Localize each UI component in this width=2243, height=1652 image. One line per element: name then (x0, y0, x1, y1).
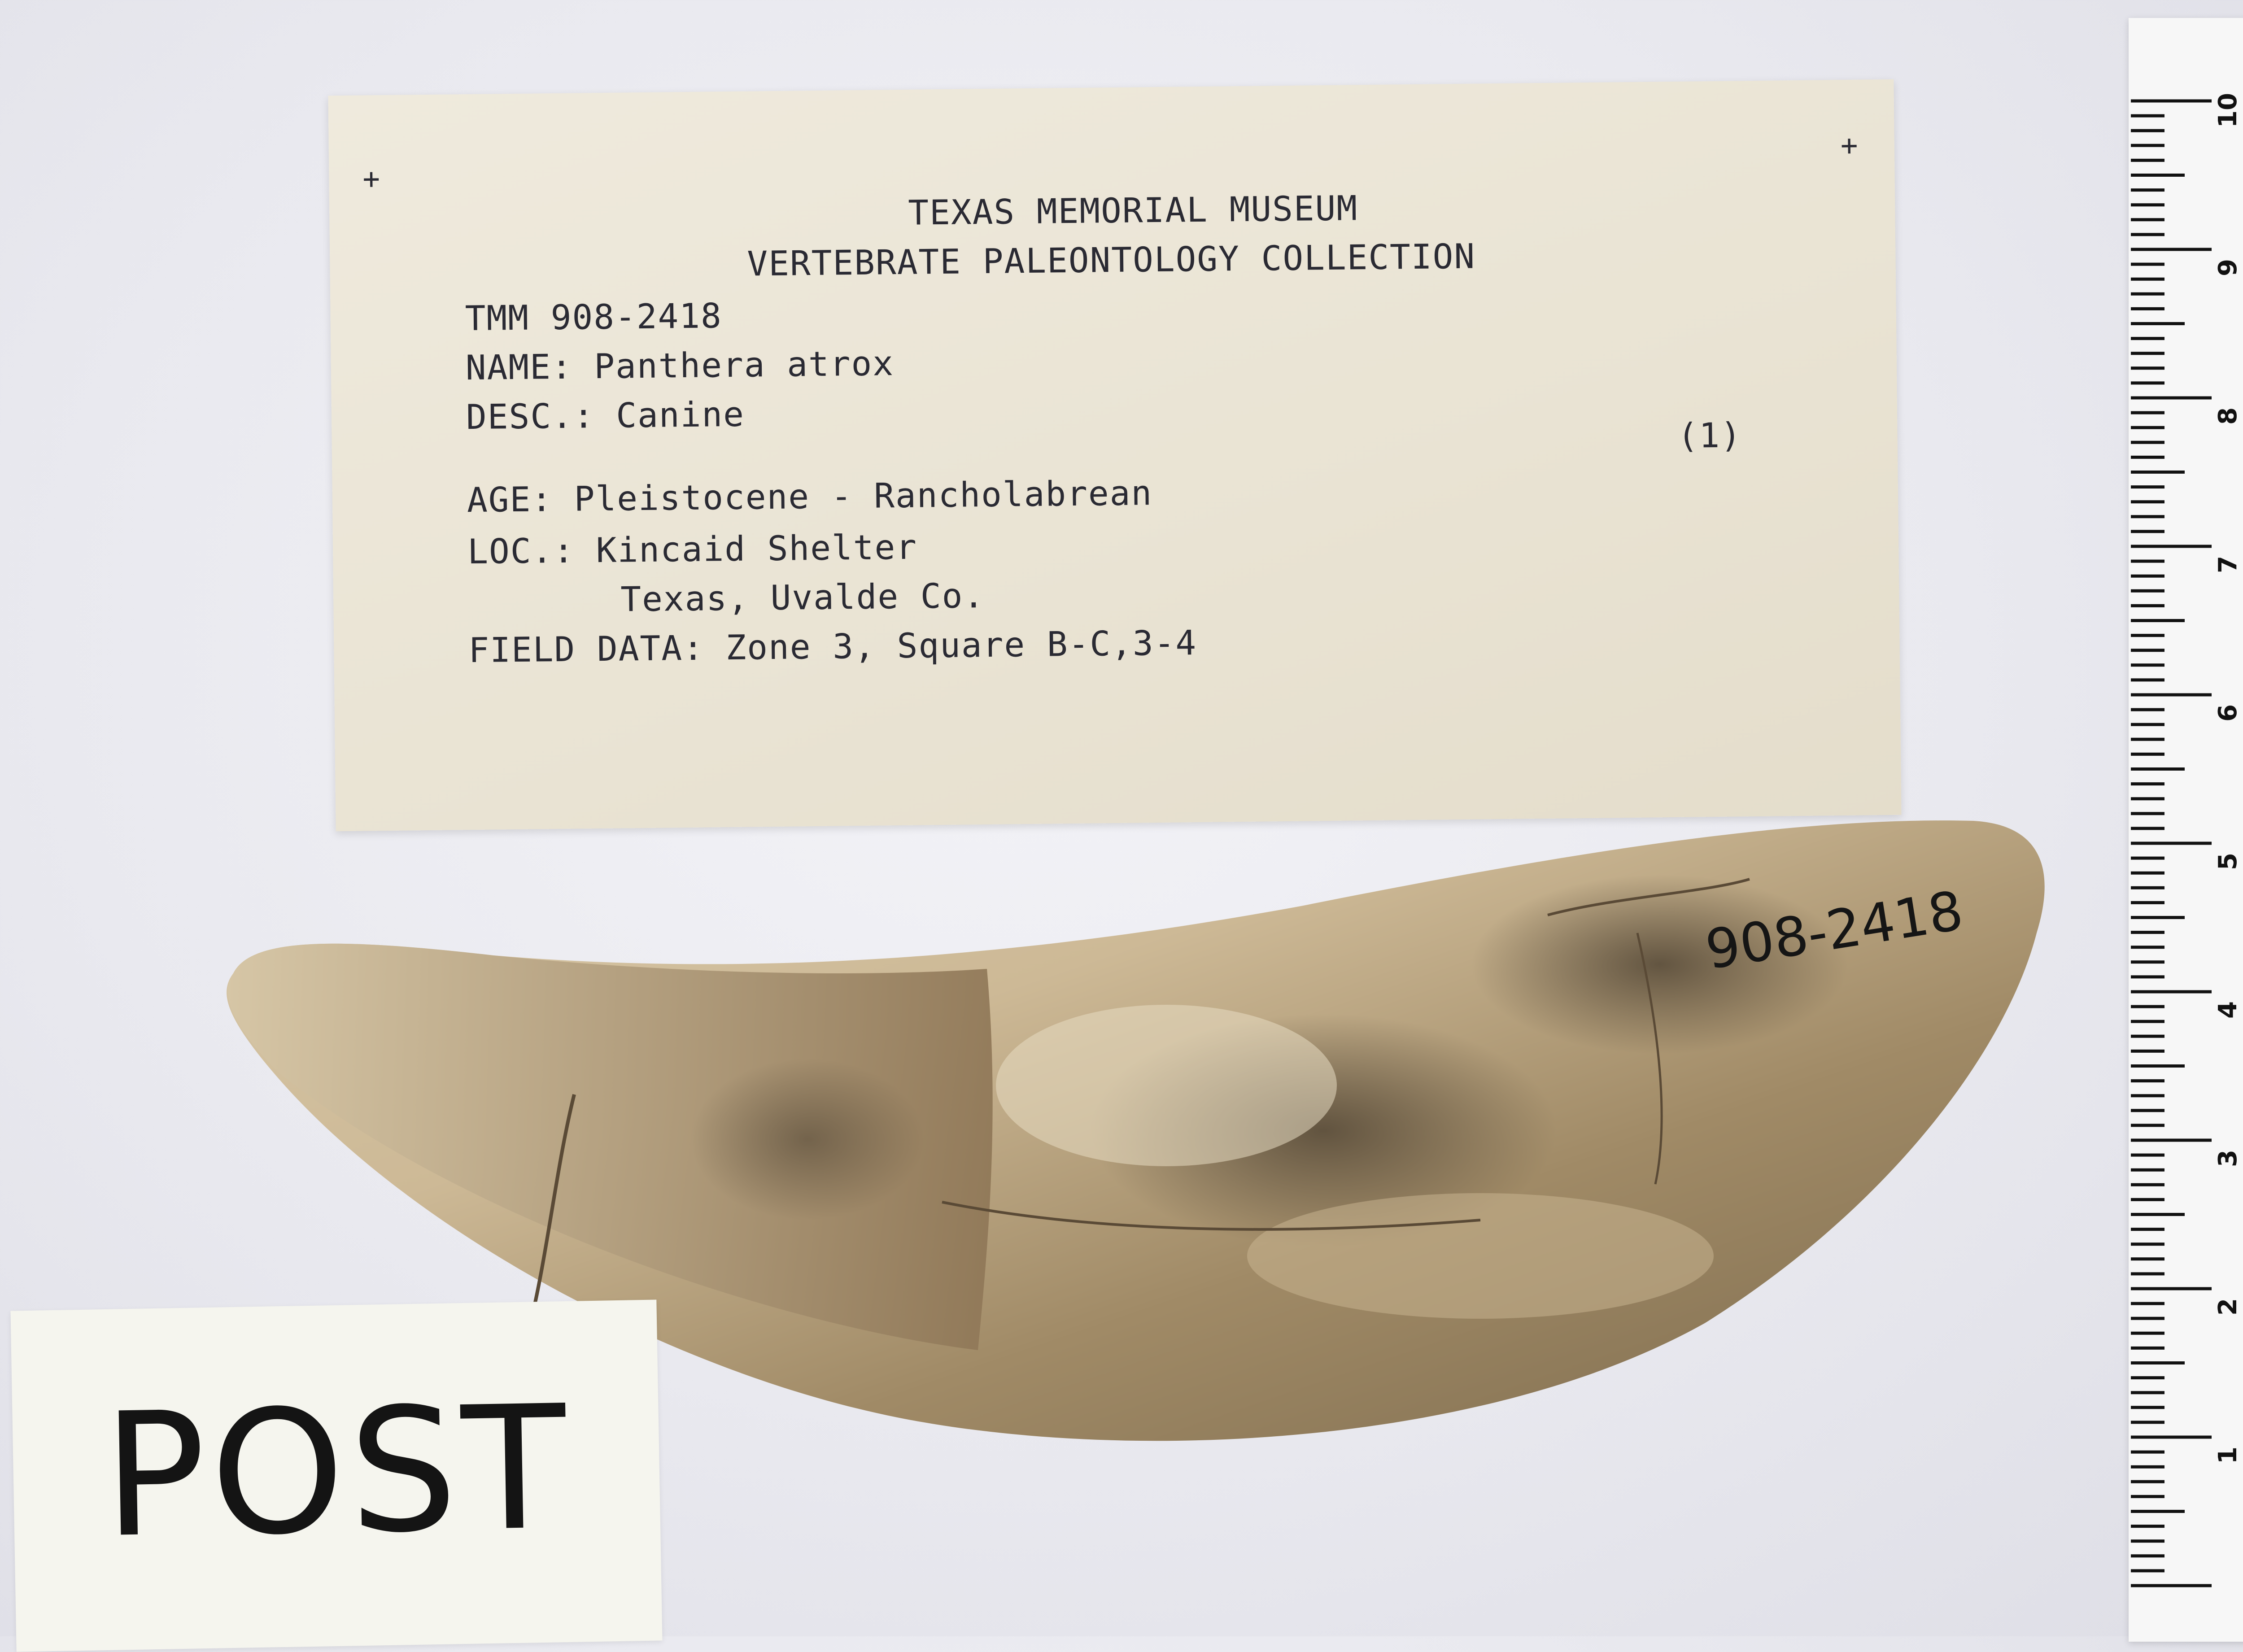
scale-cm-number: 9 (2213, 259, 2243, 276)
post-label-card (10, 1299, 662, 1652)
registration-mark-right: + (1840, 129, 1858, 163)
scale-cm-number: 5 (2213, 853, 2243, 870)
specimen-count: (1) (1677, 415, 1742, 456)
handwritten-catalog-number: 908-2418 (1701, 879, 1968, 982)
scale-cm-number: 3 (2213, 1150, 2243, 1167)
specimen-locality: LOC.: Kincaid Shelter (467, 527, 918, 572)
scale-cm-number: 7 (2213, 556, 2243, 573)
museum-name: TEXAS MEMORIAL MUSEUM (908, 188, 1358, 233)
catalog-number: TMM 908-2418 (465, 296, 723, 339)
scale-cm-number: 2 (2213, 1298, 2243, 1316)
specimen-description: DESC.: Canine (466, 394, 745, 437)
metric-scale-bar (2129, 18, 2243, 1642)
scale-cm-number: 10 (2213, 93, 2243, 128)
scale-cm-number: 1 (2213, 1447, 2243, 1464)
specimen-age: AGE: Pleistocene - Rancholabrean (467, 473, 1153, 520)
collection-name: VERTEBRATE PALEONTOLOGY COLLECTION (747, 236, 1476, 284)
field-data: FIELD DATA: Zone 3, Square B-C,3-4 (468, 623, 1197, 671)
scale-ruler (2129, 18, 2243, 1642)
registration-mark-left: + (362, 162, 380, 196)
scale-cm-number: 6 (2213, 704, 2243, 722)
post-label-text: POST (101, 1368, 572, 1576)
scale-cm-number: 4 (2213, 1001, 2243, 1019)
scale-cm-number: 8 (2213, 407, 2243, 425)
specimen-locality-detail: Texas, Uvalde Co. (620, 575, 985, 619)
specimen-name: NAME: Panthera atrox (465, 343, 895, 388)
